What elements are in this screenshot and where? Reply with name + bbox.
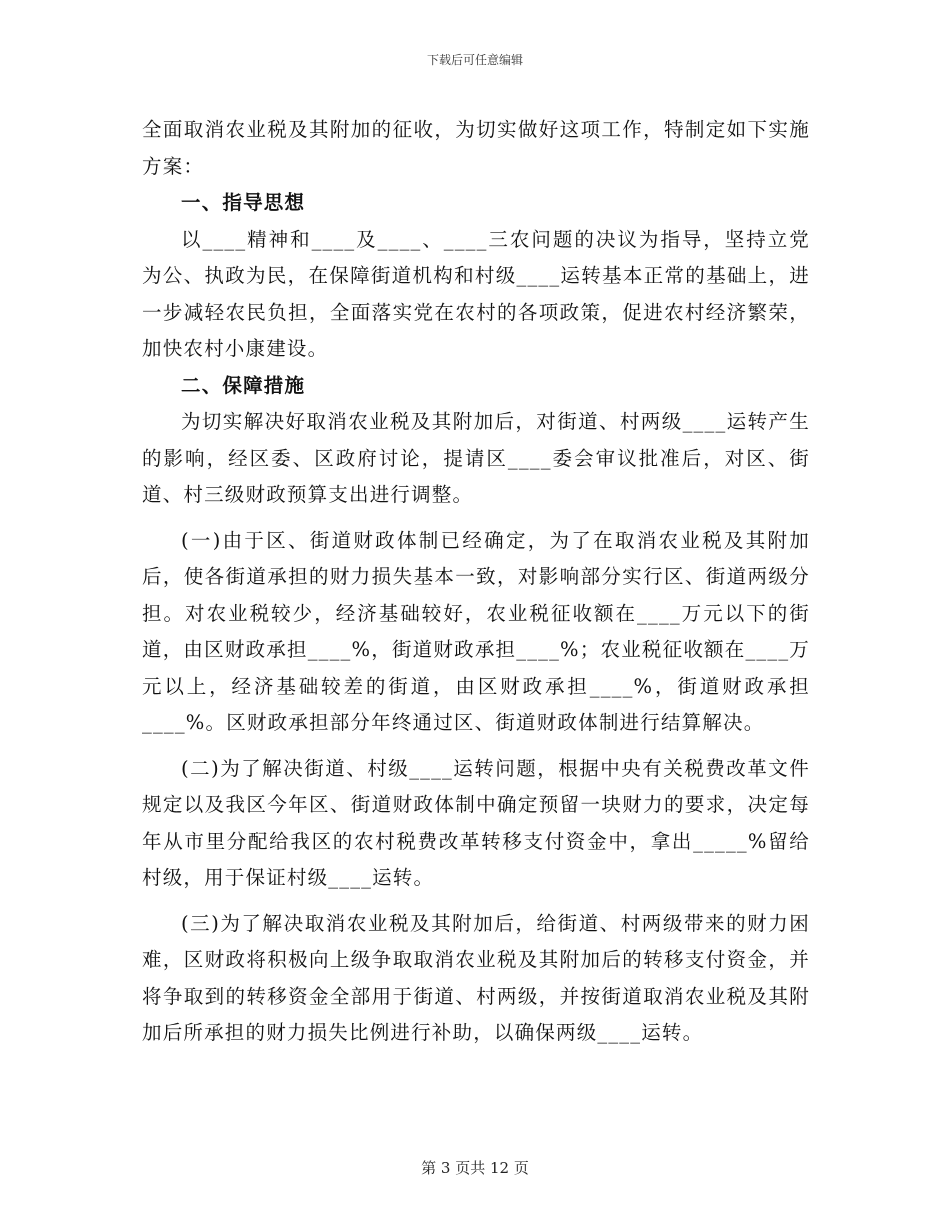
section-heading-guiding-ideology: 一、指导思想 xyxy=(181,191,306,214)
paragraph-safeguard-intro: 为切实解决好取消农业税及其附加后，对街道、村两级____运转产生的影响，经区委、区政府讨论，提请区____委会审议批准后，对区、街道、村三级财政预算支出进行调整。 xyxy=(142,410,810,506)
paragraph-intro: 全面取消农业税及其附加的征收，为切实做好这项工作，特制定如下实施方案： xyxy=(142,118,810,178)
paragraph-measure-1: (一)由于区、街道财政体制已经确定，为了在取消农业税及其附加后，使各街道承担的财力损失基本一致，对影响部分实行区、街道两级分担。对农业税较少，经济基础较好，农业税征收额在____万元以下的街道，由区财政承担____%，街道财政承担____%；农业税征收额在____万元以上，经济基础较差的街道，由区财政承担____%，街道财政承担____%。区财政承担部分年终通过区、街道财政体制进行结算解决。 xyxy=(142,528,810,734)
page-header-note: 下载后可任意编辑 xyxy=(426,53,523,67)
paragraph-guiding-ideology: 以____精神和____及____、____三农问题的决议为指导，坚持立党为公、执政为民，在保障街道机构和村级____运转基本正常的基础上，进一步减轻农民负担，全面落实党在农村的各项政策，促进农村经济繁荣，加快农村小康建设。 xyxy=(142,227,810,360)
page-number: 第 3 页共 12 页 xyxy=(421,1159,529,1177)
paragraph-measure-2: (二)为了解决街道、村级____运转问题，根据中央有关税费改革文件规定以及我区今年区、街道财政体制中确定预留一块财力的要求，决定每年从市里分配给我区的农村税费改革转移支付资金中，拿出_____%留给村级，用于保证村级____运转。 xyxy=(142,756,810,889)
section-heading-safeguard-measures: 二、保障措施 xyxy=(181,373,306,397)
document-body xyxy=(142,112,810,1052)
paragraph-measure-3: (三)为了解决取消农业税及其附加后，给街道、村两级带来的财力困难，区财政将积极向上级争取取消农业税及其附加后的转移支付资金，并将争取到的转移资金全部用于街道、村两级，并按街道取消农业税及其附加后所承担的财力损失比例进行补助，以确保两级____运转。 xyxy=(142,911,810,1044)
